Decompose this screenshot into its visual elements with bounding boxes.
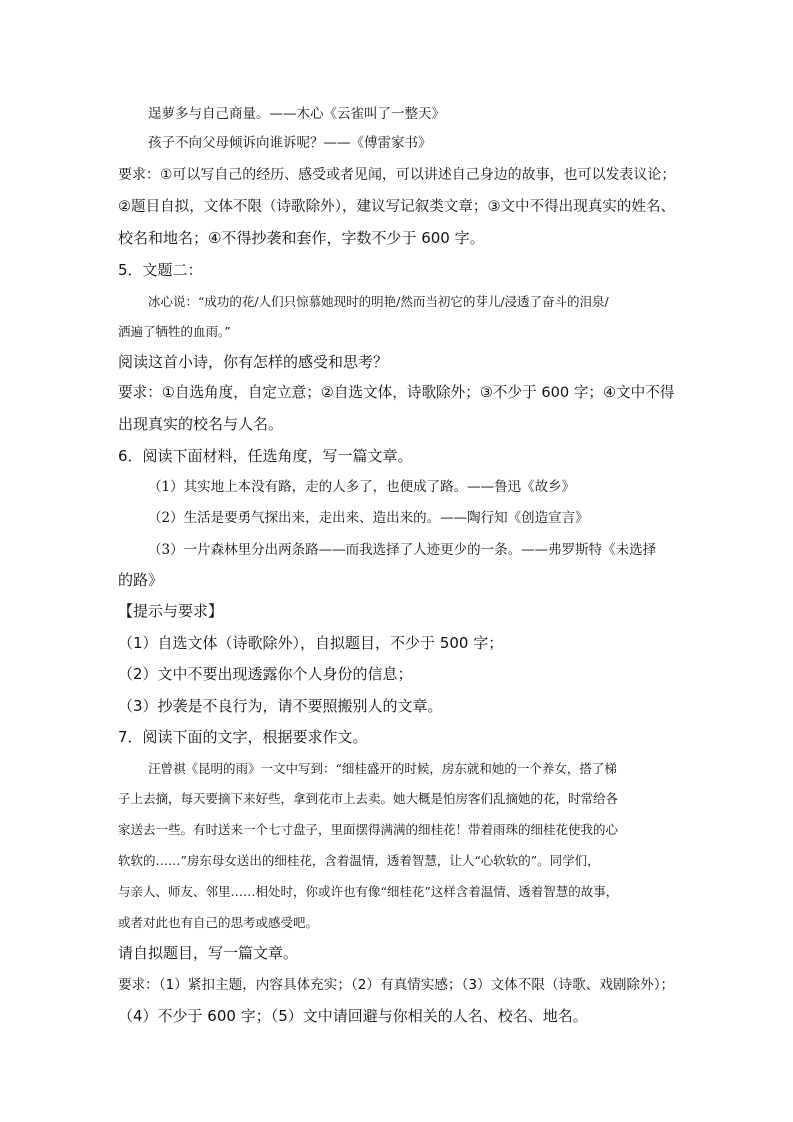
requirement-line: （4）不少于 600 字；（5）文中请回避与你相关的人名、校名、地名。 [118,1007,588,1025]
material-line: （3）一片森林里分出两条路——而我选择了人迹更少的一条。——弗罗斯特《未选择 [148,542,657,558]
section-heading: 5．文题二： [118,261,203,279]
section-heading: 7．阅读下面的文字，根据要求作文。 [118,728,368,746]
requirement-line: 出现真实的校名与人名。 [118,415,284,433]
material-line: 软软的……”房东母女送出的细桂花，含着温情，透着智慧，让人“心软软的”。同学们， [118,853,600,868]
section-heading: 6．阅读下面材料，任选角度，写一篇文章。 [118,447,413,465]
requirement-line: 要求：①自选角度，自定立意；②自选文体，诗歌除外；③不少于 600 字；④文中不得 [118,384,675,401]
quote-line: 逞萝多与自己商量。——木心《云雀叫了一整天》 [148,106,445,122]
requirement-line: 校名和地名；④不得抄袭和套作，字数不少于 600 字。 [118,229,485,247]
material-line: 的路》 [118,571,164,589]
requirement-line: （2）文中不要出现透露你个人身份的信息； [118,665,413,683]
tips-heading: 【提示与要求】 [118,602,224,620]
material-line: 汪曾祺《昆明的雨》一文中写到：“细桂盛开的时候，房东就和她的一个养女，搭了梯 [148,761,617,776]
quote-line: 冰心说：“成功的花/人们只惊慕她现时的明艳/然而当初它的芽儿/浸透了奋斗的泪泉/ [148,294,609,309]
material-line: 与亲人、师友、邻里……相处时，你或许也有像“细桂花”这样含着温情、透着智慧的故事， [118,884,619,899]
quote-line: 孩子不向父母倾诉向谁诉呢？——《傅雷家书》 [148,135,432,151]
material-line: 家送去一些。有时送来一个七寸盘子，里面摆得满满的细桂花！带着雨珠的细桂花使我的心 [118,822,619,837]
requirement-line: ②题目自拟，文体不限（诗歌除外），建议写记叙类文章；③文中不得出现真实的姓名、 [118,198,676,215]
requirement-line: （3）抄袭是不良行为，请不要照搬别人的文章。 [118,697,443,715]
prompt-line: 阅读这首小诗，你有怎样的感受和思考？ [118,353,389,371]
material-line: （2）生活是要勇气探出来，走出来、造出来的。——陶行知《创造宣言》 [148,510,589,526]
prompt-line: 请自拟题目，写一篇文章。 [118,944,299,962]
requirement-line: 要求：①可以写自己的经历、感受或者见闻，可以讲述自己身边的故事，也可以发表议论； [118,167,676,183]
quote-line: 洒遍了牺牲的血雨。” [118,324,231,339]
material-line: 子上去摘，每天要摘下来好些，拿到花市上去卖。她大概是怕房客们乱摘她的花，时常给各 [118,791,619,806]
requirement-line: （1）自选文体（诗歌除外），自拟题目，不少于 500 字； [118,634,504,652]
material-line: （1）其实地上本没有路，走的人多了，也便成了路。——鲁迅《故乡》 [148,479,576,495]
requirement-line: 要求：（1）紧扣主题，内容具体充实；（2）有真情实感；（3）文体不限（诗歌、戏剧除外）； [118,977,675,993]
material-line: 或者对此也有自己的思考或感受吧。 [118,915,319,930]
